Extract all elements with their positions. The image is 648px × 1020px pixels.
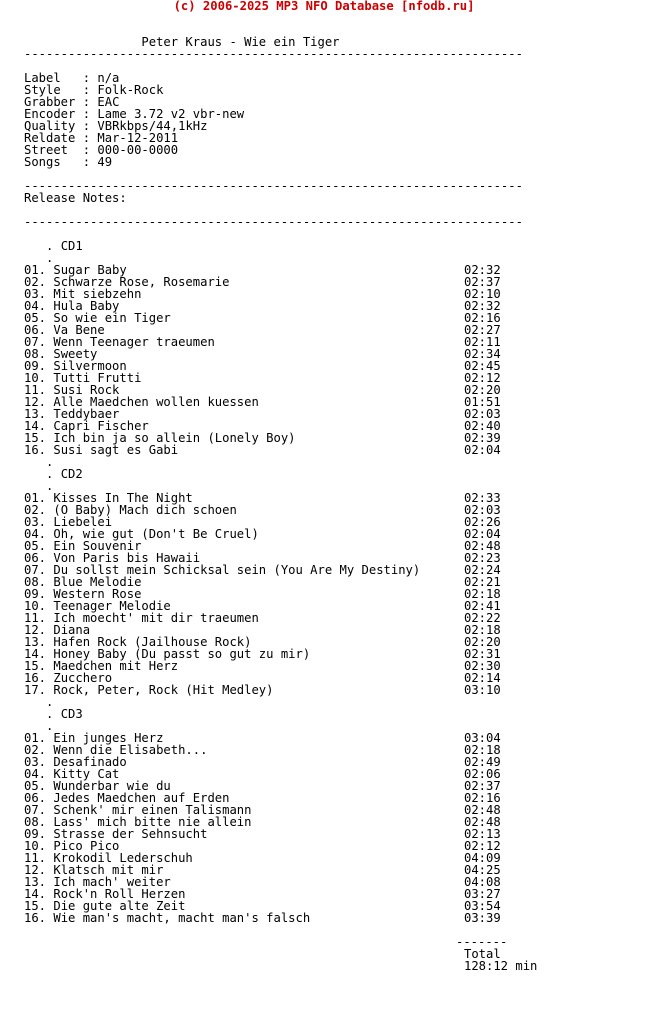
track-number: 11. [24,851,47,865]
total-rule-line [24,936,523,948]
track-title: Du sollst mein Schicksal sein (You Are My Destiny) [53,563,421,577]
track-number: 12. [24,395,47,409]
track-title: Silvermoon [53,359,127,373]
track-duration: 02:20 [464,635,501,649]
total-rule: ------- [456,935,508,949]
track-number: 02. [24,275,47,289]
total-label: Total [464,947,501,961]
total-value-line [24,959,538,973]
track-duration: 02:24 [464,563,501,577]
track-duration: 03:10 [464,683,501,697]
track-duration: 02:23 [464,551,501,565]
info-pad: : [60,155,98,169]
track-number: 03. [24,287,47,301]
track-title: Liebelei [53,515,113,529]
track-title: Sweety [53,347,98,361]
track-duration: 02:18 [464,743,501,757]
track-duration: 02:39 [464,431,501,445]
track-duration: 02:21 [464,575,501,589]
track-title: Western Rose [53,587,142,601]
track-title: Sugar Baby [53,263,127,277]
track-title: Honey Baby (Du passt so gut zu mir) [53,647,311,661]
track-number: 01. [24,263,47,277]
dot: . [24,479,54,493]
track-row [24,336,523,348]
info-value: Folk-Rock [97,83,164,97]
track-title: Schenk' mir einen Talismann [53,803,252,817]
info-value: n/a [97,71,120,85]
track-duration: 01:51 [464,395,501,409]
info-pad: : [75,131,98,145]
track-duration: 02:32 [464,299,501,313]
info-key: Encoder [24,107,76,121]
track-duration: 02:41 [464,599,501,613]
track-duration: 02:16 [464,791,501,805]
track-number: 16. [24,443,47,457]
info-value: EAC [97,95,120,109]
info-key: Style [24,83,61,97]
track-duration: 02:40 [464,419,501,433]
track-title: Von Paris bis Hawaii [53,551,201,565]
track-title: (O Baby) Mach dich schoen [53,503,237,517]
track-title: Wie man's macht, macht man's falsch [53,911,311,925]
track-duration: 02:30 [464,659,501,673]
track-duration: 02:22 [464,611,501,625]
track-number: 03. [24,515,47,529]
gap [46,912,53,924]
info-value: 49 [97,155,113,169]
track-title: Schwarze Rose, Rosemarie [53,275,230,289]
track-duration: 02:10 [464,287,501,301]
track-duration: 02:37 [464,779,501,793]
track-number: 14. [24,647,47,661]
track-title: Oh, wie gut (Don't Be Cruel) [53,527,259,541]
track-title: Zucchero [53,671,113,685]
dot: . [24,695,54,709]
dot: . [24,251,54,265]
track-duration: 02:06 [464,767,501,781]
track-duration: 02:27 [464,323,501,337]
info-key: Quality [24,119,76,133]
track-number: 07. [24,563,47,577]
track-row [24,912,523,924]
blank-line [24,228,523,240]
track-duration: 02:16 [464,311,501,325]
track-duration: 03:54 [464,899,501,913]
track-title: Wenn die Elisabeth... [53,743,208,757]
track-duration: 02:12 [464,371,501,385]
dot: . [24,239,61,253]
track-title: Blue Melodie [53,575,142,589]
dot: . [24,707,61,721]
cd-name: CD1 [60,239,83,253]
cd-name: CD2 [60,467,83,481]
track-number: 10. [24,371,47,385]
track-title: Klatsch mit mir [53,863,164,877]
track-number: 12. [24,623,47,637]
track-number: 02. [24,743,47,757]
track-number: 04. [24,299,47,313]
total-value: 128:12 min [464,959,538,973]
track-title: Kitty Cat [53,767,120,781]
track-title: So wie ein Tiger [53,311,171,325]
info-value: 000-00-0000 [97,143,179,157]
track-duration: 02:34 [464,347,501,361]
track-duration: 02:11 [464,335,501,349]
track-title: Ein Souvenir [53,539,142,553]
track-duration: 02:03 [464,503,501,517]
track-title: Desafinado [53,755,127,769]
site-header: (c) 2006-2025 MP3 NFO Database [nfodb.ru] [173,0,475,13]
info-pad: : [75,119,98,133]
track-number: 05. [24,779,47,793]
track-duration: 02:33 [464,491,501,505]
release-title: Peter Kraus - Wie ein Tiger [141,35,340,49]
dot: . [24,467,61,481]
track-duration: 02:32 [464,263,501,277]
track-number: 11. [24,383,47,397]
info-pad: : [60,83,98,97]
track-title: Lass' mich bitte nie allein [53,815,252,829]
track-number: 05. [24,539,47,553]
track-number: 17. [24,683,47,697]
track-title: Wunderbar wie du [53,779,171,793]
track-number: 16. [24,671,47,685]
info-key: Grabber [24,95,76,109]
track-duration: 02:18 [464,587,501,601]
track-number: 04. [24,527,47,541]
nfo-body [24,35,538,973]
track-number: 06. [24,323,47,337]
track-number: 13. [24,635,47,649]
track-duration: 02:31 [464,647,501,661]
track-number: 08. [24,575,47,589]
track-duration: 03:27 [464,887,501,901]
track-title: Wenn Teenager traeumen [53,335,215,349]
track-duration: 02:37 [464,275,501,289]
track-duration: 02:12 [464,839,501,853]
info-value: Lame 3.72 v2 vbr-new [97,107,245,121]
track-title: Mit siebzehn [53,287,142,301]
track-title: Jedes Maedchen auf Erden [53,791,230,805]
track-number: 07. [24,335,47,349]
track-number: 08. [24,815,47,829]
track-duration: 02:48 [464,815,501,829]
dot-line [24,456,523,468]
divider-rule: -------------------------------------------------------------------- [24,179,523,193]
track-number: 02. [24,503,47,517]
track-number: 15. [24,659,47,673]
release-notes-heading: Release Notes: [24,191,127,205]
total-label-line [24,948,523,960]
track-number: 03. [24,755,47,769]
release-notes-line [24,192,523,204]
dot-line [24,696,523,708]
track-title: Rock'n Roll Herzen [53,887,186,901]
track-number: 01. [24,731,47,745]
track-title: Rock, Peter, Rock (Hit Medley) [53,683,274,697]
track-title: Krokodil Lederschuh [53,851,193,865]
divider-rule: -------------------------------------------------------------------- [24,47,523,61]
track-number: 04. [24,767,47,781]
track-title: Diana [53,623,91,637]
track-title: Die gute alte Zeit [53,899,186,913]
info-key: Reldate [24,131,76,145]
track-duration: 02:48 [464,803,501,817]
info-key: Songs [24,155,61,169]
track-title: Tutti Frutti [53,371,142,385]
track-number: 08. [24,347,47,361]
track-number: 13. [24,407,47,421]
track-number: 16. [24,911,47,925]
track-title: Va Bene [53,323,105,337]
track-title: Strasse der Sehnsucht [53,827,208,841]
track-number: 07. [24,803,47,817]
info-pad: : [75,95,98,109]
track-row [24,444,523,456]
track-duration: 02:03 [464,407,501,421]
track-duration: 02:04 [464,443,501,457]
track-number: 09. [24,587,47,601]
dot: . [24,455,54,469]
track-title: Pico Pico [53,839,120,853]
track-number: 11. [24,611,47,625]
track-title: Teddybaer [53,407,120,421]
track-number: 09. [24,827,47,841]
track-title: Ich bin ja so allein (Lonely Boy) [53,431,296,445]
track-row [24,684,523,696]
track-duration: 02:18 [464,623,501,637]
track-duration: 02:20 [464,383,501,397]
info-key: Street [24,143,69,157]
dot: . [24,719,54,733]
track-number: 01. [24,491,47,505]
track-number: 13. [24,875,47,889]
info-value: Mar-12-2011 [97,131,179,145]
track-title: Susi sagt es Gabi [53,443,179,457]
cd-heading [24,240,523,252]
track-number: 14. [24,887,47,901]
track-duration: 02:13 [464,827,501,841]
track-duration: 03:39 [464,911,501,925]
track-duration: 02:48 [464,539,501,553]
cd-name: CD3 [60,707,83,721]
track-number: 09. [24,359,47,373]
cd-heading [24,468,523,480]
info-row [24,156,523,168]
track-duration: 02:26 [464,515,501,529]
track-number: 15. [24,899,47,913]
track-number: 06. [24,551,47,565]
track-title: Ich moecht' mit dir traeumen [53,611,259,625]
track-title: Maedchen mit Herz [53,659,179,673]
track-number: 15. [24,431,47,445]
track-duration: 04:25 [464,863,501,877]
track-number: 10. [24,839,47,853]
track-number: 06. [24,791,47,805]
track-title: Ich mach' weiter [53,875,171,889]
track-number: 10. [24,599,47,613]
track-duration: 03:04 [464,731,501,745]
info-pad: : [68,143,98,157]
track-duration: 02:14 [464,671,501,685]
track-title: Ein junges Herz [53,731,164,745]
info-key: Label [24,71,61,85]
track-title: Hafen Rock (Jailhouse Rock) [53,635,252,649]
divider-rule: -------------------------------------------------------------------- [24,215,523,229]
info-value: VBRkbps/44,1kHz [97,119,208,133]
track-number: 12. [24,863,47,877]
track-title: Alle Maedchen wollen kuessen [53,395,259,409]
track-duration: 02:45 [464,359,501,373]
track-title: Teenager Melodie [53,599,171,613]
track-duration: 04:09 [464,851,501,865]
info-pad: : [60,71,98,85]
track-number: 05. [24,311,47,325]
track-number: 14. [24,419,47,433]
track-title: Susi Rock [53,383,120,397]
blank-line [24,924,523,936]
track-title: Capri Fischer [53,419,149,433]
info-pad: : [75,107,98,121]
track-duration: 04:08 [464,875,501,889]
cd-heading [24,708,523,720]
track-title: Hula Baby [53,299,120,313]
track-duration: 02:49 [464,755,501,769]
divider [24,48,523,60]
divider [24,216,523,228]
track-title: Kisses In The Night [53,491,193,505]
track-duration: 02:04 [464,527,501,541]
track-row [24,612,523,624]
